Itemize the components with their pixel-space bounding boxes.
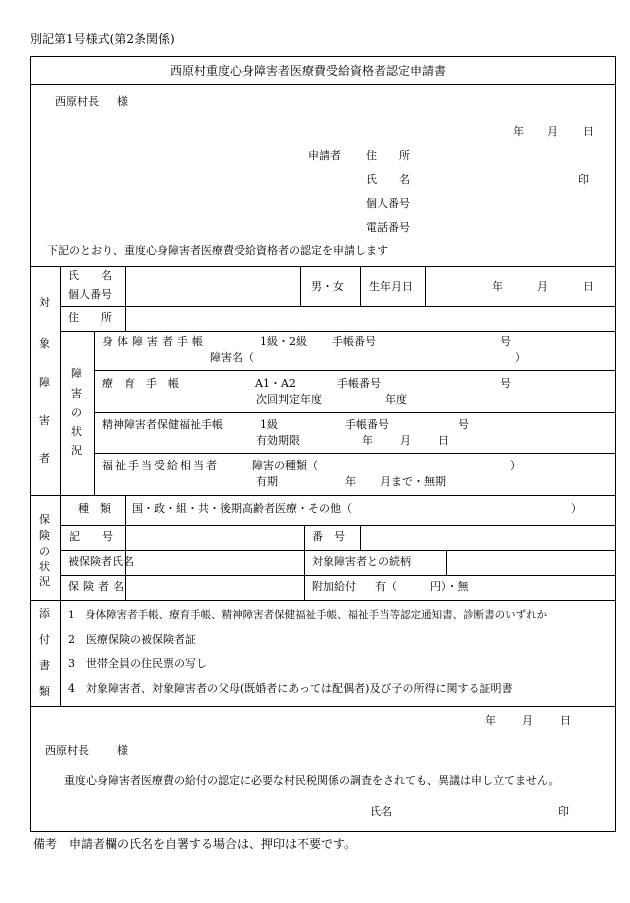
insurance-side-char: の — [39, 545, 50, 558]
welfare-close-paren: ） — [510, 459, 521, 472]
rehab-next-label: 次回判定年度 — [256, 393, 322, 406]
divider — [360, 525, 361, 550]
insurance-type-close-paren: ） — [571, 502, 582, 515]
attachment-item: 3 世帯全員の住民票の写し — [68, 657, 207, 670]
status-side-char: 況 — [71, 444, 82, 457]
physical-go-label: 号 — [500, 335, 511, 348]
application-statement: 下記のとおり、重度心身障害者医療費受給資格者の認定を申請します — [47, 244, 388, 257]
insurance-side-char: 険 — [39, 529, 50, 542]
relation-label: 対象障害者との続柄 — [312, 555, 411, 568]
birth-year-label: 年 — [492, 280, 503, 293]
attachments-side-char: 類 — [39, 685, 50, 698]
birth-month-label: 月 — [537, 280, 548, 293]
subject-side-char: 者 — [39, 452, 50, 465]
divider — [94, 412, 616, 413]
consent-name-label: 氏名 — [370, 805, 392, 818]
subject-personal-number-label: 個人番号 — [68, 288, 112, 301]
insurance-side-char: 保 — [39, 513, 50, 526]
birth-day-label: 日 — [583, 280, 594, 293]
divider — [60, 600, 61, 706]
date-day-label: 日 — [583, 125, 594, 138]
insurance-number-label: 番 号 — [312, 530, 345, 543]
divider — [94, 370, 616, 371]
subject-address-label: 住 所 — [68, 311, 112, 324]
applicant-personal-number-label: 個人番号 — [366, 197, 410, 210]
status-side-char: の — [71, 406, 82, 419]
consent-addressee: 西原村長 — [45, 744, 89, 757]
consent-honorific: 様 — [117, 744, 128, 757]
applicant-phone-label: 電話番号 — [366, 221, 410, 234]
consent-seal: 印 — [558, 805, 569, 818]
divider — [30, 266, 616, 267]
subject-side-char: 対 — [39, 296, 50, 309]
attachment-item: 2 医療保険の被保険者証 — [68, 633, 196, 646]
consent-statement: 重度心身障害者医療費の給付の認定に必要な村民税関係の調査をされても、異議は申し立てません。 — [64, 774, 560, 787]
rehab-go-label: 号 — [500, 377, 511, 390]
divider — [60, 550, 616, 551]
physical-book-label: 身体障害者手帳 — [102, 335, 207, 348]
rehab-number-label: 手帳番号 — [337, 377, 381, 390]
birth-date-label: 生年月日 — [369, 280, 413, 293]
attachments-side-char: 書 — [39, 659, 50, 672]
divider — [30, 84, 616, 85]
insurance-type-options: 国・政・組・共・後期高齢者医療・その他（ — [132, 502, 352, 515]
attachments-side-char: 付 — [39, 633, 50, 646]
subject-name-label: 氏 名 — [68, 269, 112, 282]
divider — [125, 306, 126, 331]
divider — [300, 266, 301, 306]
mental-grade: 1級 — [260, 418, 278, 431]
divider — [30, 495, 616, 496]
divider — [30, 706, 616, 707]
divider — [30, 600, 616, 601]
subject-side-char: 象 — [39, 337, 50, 350]
divider — [60, 306, 616, 307]
physical-grade: 1級・2級 — [260, 335, 307, 348]
applicant-seal: 印 — [578, 173, 589, 186]
consent-date-month: 月 — [522, 714, 533, 727]
attachment-item: 1 身体障害者手帳、療育手帳、精神障害者保健福祉手帳、福祉手当等認定通知書、診断書のいずれか — [68, 609, 548, 621]
divider — [94, 331, 95, 495]
insurance-symbol-label: 記 号 — [69, 530, 113, 543]
divider — [446, 550, 447, 575]
welfare-year-label: 年 — [345, 475, 356, 488]
divider — [125, 266, 126, 306]
divider — [60, 575, 616, 576]
remarks-note: 備考 申請者欄の氏名を自署する場合は、押印は不要です。 — [33, 837, 357, 851]
mental-go-label: 号 — [458, 418, 469, 431]
divider — [60, 525, 616, 526]
attachments-side-char: 添 — [39, 607, 50, 620]
physical-disability-label: 障害名（ — [210, 351, 254, 364]
welfare-type-label: 障害の種類（ — [252, 459, 318, 472]
applicant-address-label: 住 所 — [366, 149, 410, 162]
additional-benefit-value: 有（ 円）・無 — [375, 580, 469, 593]
mental-valid-label: 有効期限 — [256, 434, 300, 447]
welfare-period-label: 有期 — [256, 475, 278, 488]
addressee: 西原村長 — [55, 95, 99, 108]
physical-close-paren: ） — [515, 351, 526, 364]
date-month-label: 月 — [547, 125, 558, 138]
mental-day-label: 日 — [438, 434, 449, 447]
gender-options: 男・女 — [311, 280, 344, 293]
rehab-year-label: 年度 — [385, 393, 407, 406]
subject-side-char: 障 — [39, 376, 50, 389]
consent-date-day: 日 — [560, 714, 571, 727]
consent-date-year: 年 — [485, 714, 496, 727]
insurance-side-char: 況 — [39, 575, 50, 588]
divider — [60, 495, 61, 600]
subject-side-char: 害 — [39, 414, 50, 427]
mental-book-label: 精神障害者保健福祉手帳 — [102, 418, 223, 431]
divider — [425, 266, 426, 306]
physical-number-label: 手帳番号 — [332, 335, 376, 348]
insurer-name-label: 保険者名 — [68, 580, 128, 593]
mental-number-label: 手帳番号 — [345, 418, 389, 431]
divider — [360, 266, 361, 306]
applicant-label: 申請者 — [308, 149, 341, 162]
mental-year-label: 年 — [362, 434, 373, 447]
rehab-book-label: 療 育 手 帳 — [102, 377, 179, 390]
attachment-item: 4 対象障害者、対象障害者の父母(既婚者にあっては配偶者)及び子の所得に関する証明書 — [68, 682, 513, 695]
divider — [60, 266, 61, 495]
honorific: 様 — [117, 95, 128, 108]
insurance-side-char: 状 — [39, 560, 50, 573]
form-label: 別記第1号様式(第2条関係) — [30, 32, 175, 46]
rehab-grade: A1・A2 — [255, 377, 296, 390]
welfare-until-label: 月まで・無期 — [380, 475, 446, 488]
welfare-book-label: 福祉手当受給相当者 — [102, 459, 219, 472]
form-title: 西原村重度心身障害者医療費受給資格者認定申請書 — [170, 64, 447, 78]
applicant-name-label: 氏 名 — [366, 173, 410, 186]
status-side-char: 状 — [71, 425, 82, 438]
insurance-type-label: 種 類 — [78, 502, 111, 515]
divider — [94, 453, 616, 454]
divider — [304, 525, 305, 600]
divider — [60, 331, 616, 332]
date-year-label: 年 — [513, 125, 524, 138]
mental-month-label: 月 — [400, 434, 411, 447]
additional-benefit-label: 附加給付 — [312, 580, 356, 593]
status-side-char: 障 — [71, 367, 82, 380]
insured-name-label: 被保険者氏名 — [68, 555, 134, 568]
status-side-char: 害 — [71, 387, 82, 400]
